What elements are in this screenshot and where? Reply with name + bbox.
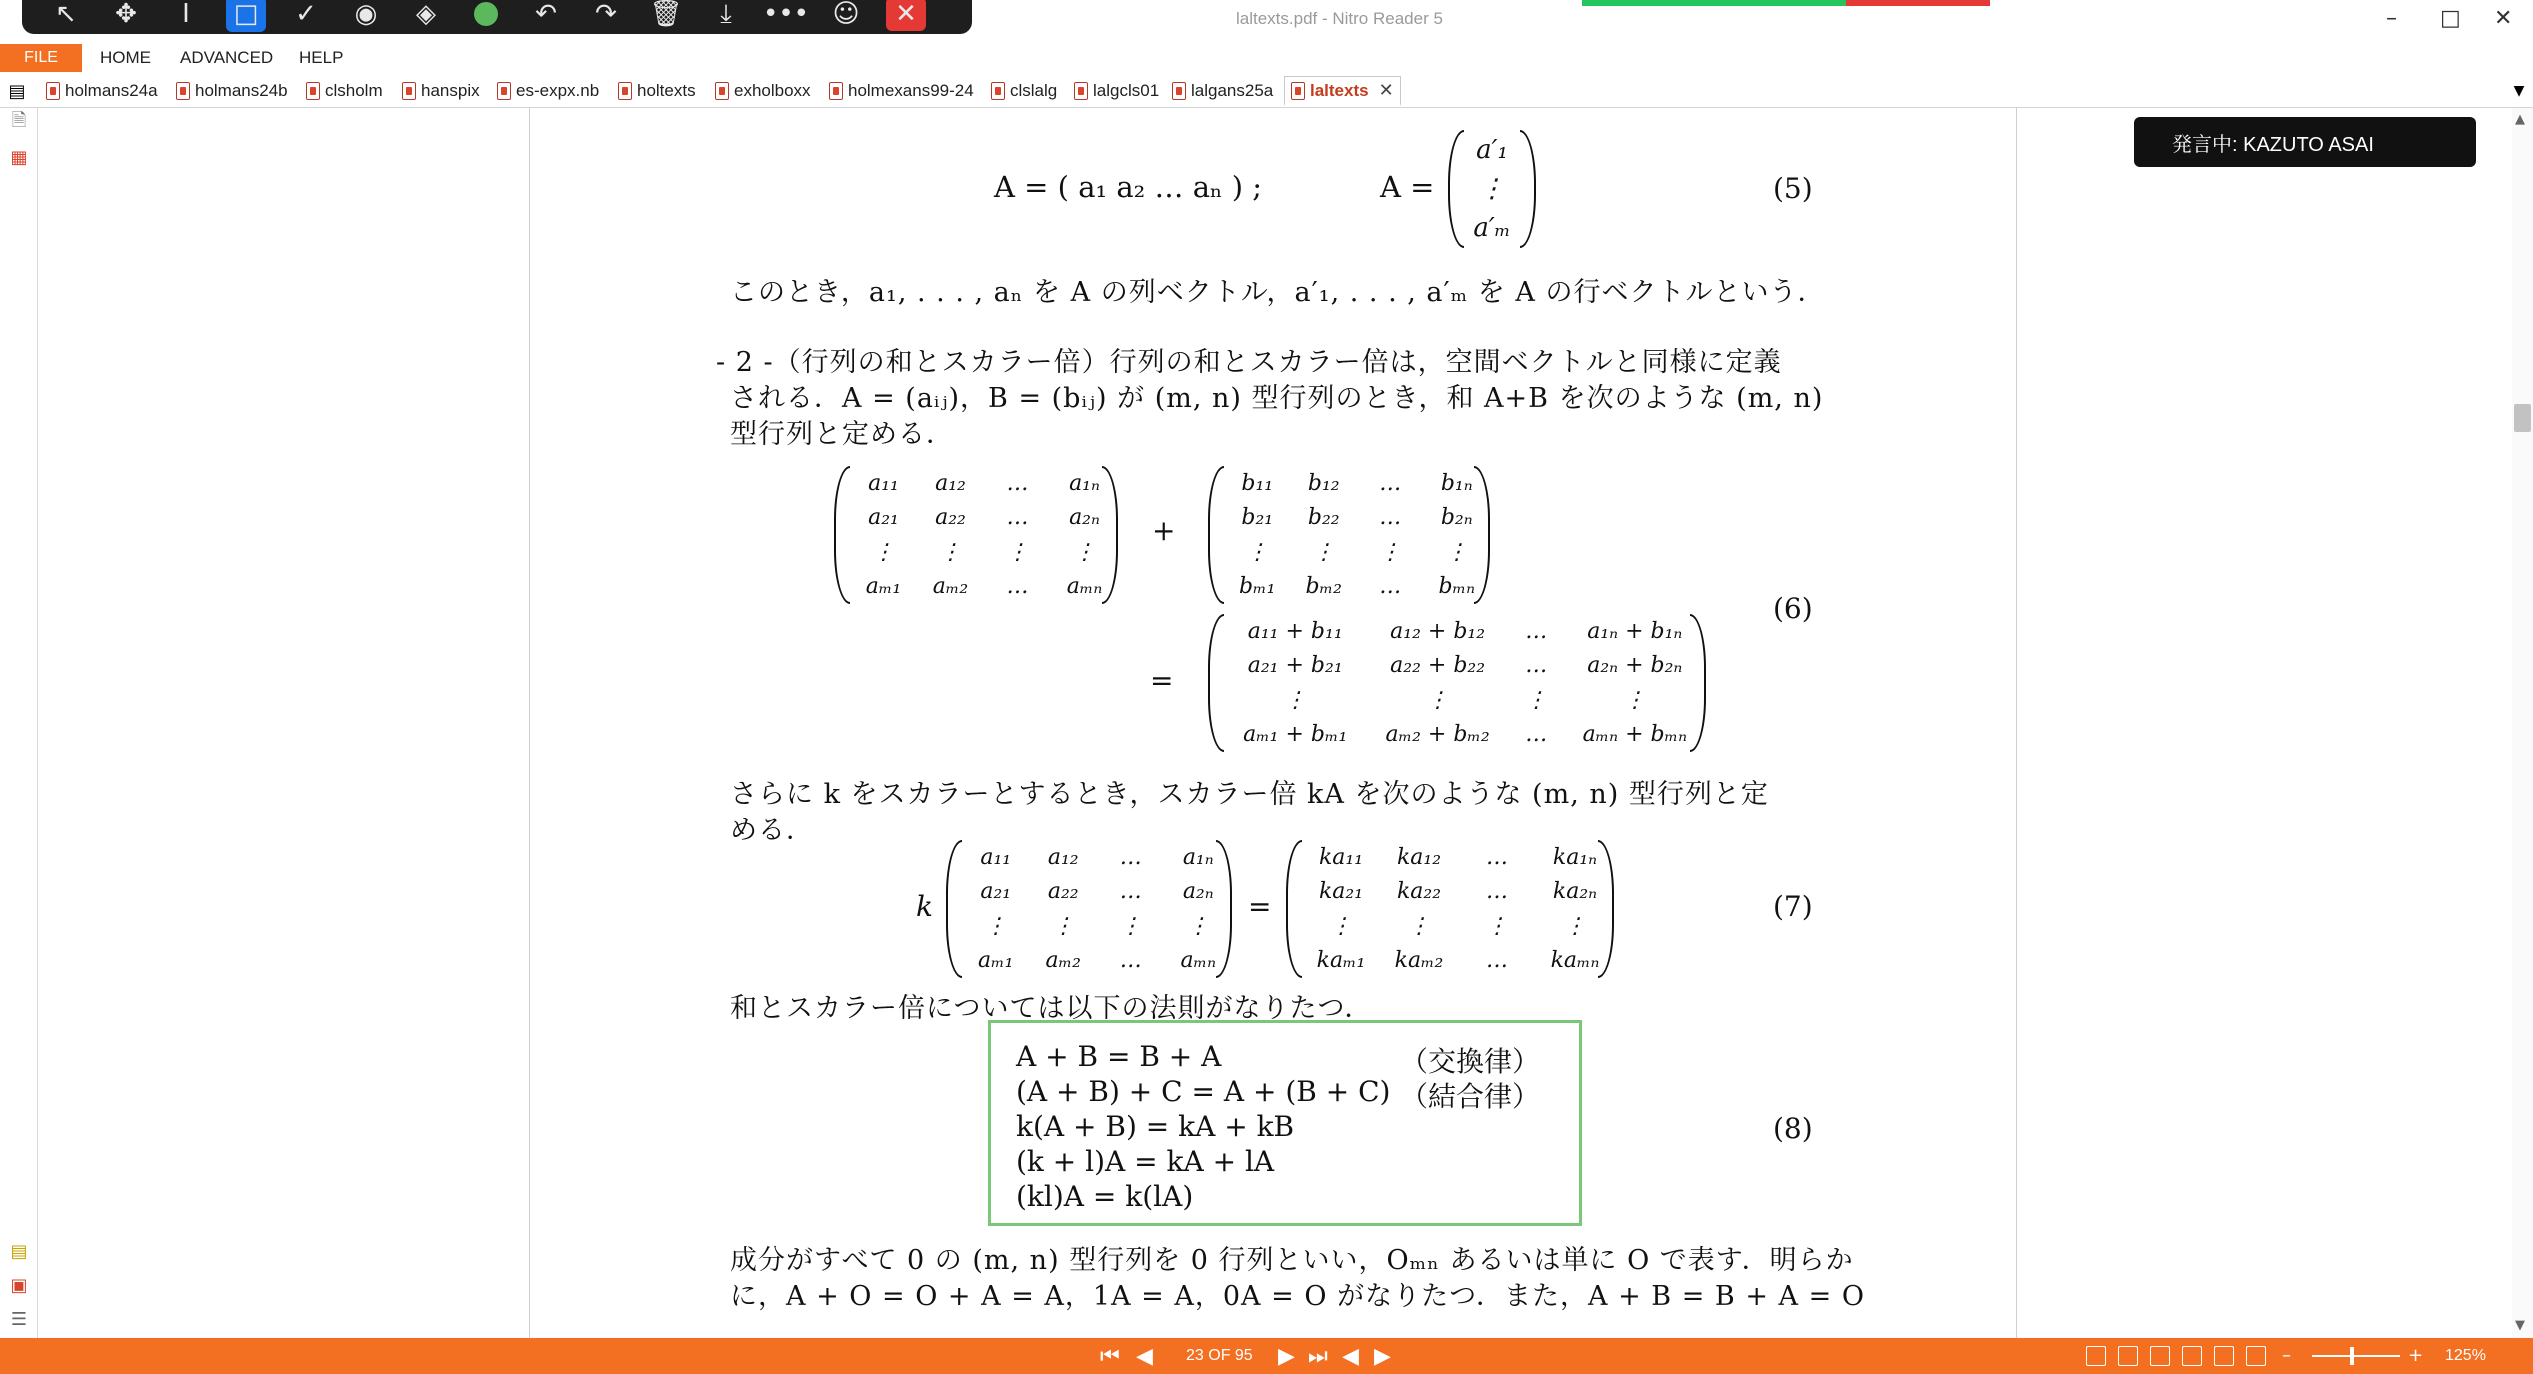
pdf-file-icon: [715, 82, 729, 100]
pdf-file-icon: [176, 82, 190, 100]
fit-page-icon[interactable]: [2214, 1346, 2234, 1366]
zoom-slider-track[interactable]: [2312, 1355, 2400, 1357]
maximize-icon[interactable]: □: [2440, 6, 2461, 31]
pdf-file-icon: [829, 82, 843, 100]
law-name-commutative: （交換律）: [1400, 1045, 1541, 1078]
menu-bar: [0, 44, 2533, 72]
redo-icon[interactable]: ↷: [595, 0, 617, 29]
eq7-number: (7): [1773, 890, 1813, 923]
bookmarks-icon[interactable]: ▦: [10, 146, 28, 168]
eq5-row-vector: A = ( a₁ a₂ … aₙ ) ;: [994, 170, 1263, 204]
eq5-number: (5): [1773, 172, 1813, 205]
text-cursor-icon[interactable]: I: [182, 0, 190, 29]
law-commutative: A + B = B + A: [1016, 1040, 1222, 1073]
eq8-number: (8): [1773, 1112, 1813, 1145]
tab-laltexts[interactable]: laltexts ✕: [1284, 76, 1401, 106]
zero-matrix-line1: 成分がすべて 0 の (m, n) 型行列を 0 行列といい，Oₘₙ あるいは単に O で表す．明らか: [730, 1245, 1854, 1276]
eraser-icon[interactable]: ◈: [416, 0, 436, 29]
scroll-thumb[interactable]: [2514, 404, 2531, 432]
fields-icon[interactable]: ☰: [10, 1308, 28, 1330]
pdf-file-icon: [991, 82, 1005, 100]
previous-view-icon[interactable]: ◀: [1342, 1344, 1359, 1369]
prev-page-icon[interactable]: ◀: [1136, 1344, 1153, 1369]
matB-paren-left: [1208, 466, 1224, 604]
eq5-a-label: A =: [1380, 170, 1435, 204]
tab-close-icon[interactable]: ✕: [1378, 80, 1394, 100]
check-icon[interactable]: ✓: [295, 0, 317, 29]
eq5-column: a′₁ ⋮ a′ₘ: [1473, 134, 1511, 244]
move-icon[interactable]: ✥: [115, 0, 137, 29]
scalar-line1: さらに k をスカラーとするとき，スカラー倍 kA を次のような (m, n) 型行列と定: [730, 779, 1769, 810]
pdf-file-icon: [497, 82, 511, 100]
fit-width-icon[interactable]: [2246, 1346, 2266, 1366]
first-page-icon[interactable]: ⏮: [1100, 1344, 1120, 1369]
pdf-file-icon: [306, 82, 320, 100]
target-icon[interactable]: ◉: [354, 0, 378, 29]
col-row-vectors-text: このとき，a₁, . . . , aₙ を A の列ベクトル，a′₁, . . . , a′ₘ を A の行ベクトルという．: [730, 277, 1826, 308]
scalar-line2: める．: [730, 815, 814, 846]
plus-sign: +: [1152, 514, 1176, 547]
law-scalar-assoc: (kl)A = k(lA): [1016, 1180, 1194, 1213]
tab-clsholm[interactable]: clsholm: [306, 78, 383, 104]
attachments-icon[interactable]: 🗎: [11, 110, 27, 131]
zoom-slider-knob[interactable]: [2350, 1347, 2354, 1365]
matA-paren-left: [834, 466, 850, 604]
matrix-a: a₁₁ a₁₂ … a₁ₙ a₂₁ a₂₂ … a₂ₙ ⋮ ⋮ ⋮ ⋮ aₘ₁ aₘ₂ … aₘₙ: [865, 470, 1103, 600]
tab-hanspix[interactable]: hanspix: [402, 78, 480, 104]
facing-continuous-view-icon[interactable]: [2182, 1346, 2202, 1366]
laws-intro: 和とスカラー倍については以下の法則がなりたつ．: [730, 993, 1373, 1024]
zoom-out-icon[interactable]: –: [2282, 1345, 2291, 1366]
law-distributive-1: k(A + B) = kA + kB: [1016, 1110, 1295, 1143]
tab-holmans24b[interactable]: holmans24b: [176, 78, 288, 104]
matSum-paren-left: [1208, 614, 1224, 752]
menu-advanced[interactable]: ADVANCED: [180, 48, 274, 67]
pdf-file-icon: [618, 82, 632, 100]
trash-icon[interactable]: 🗑: [649, 0, 683, 29]
tab-clslalg[interactable]: clslalg: [991, 78, 1057, 104]
select-arrow-icon[interactable]: ↖: [55, 0, 77, 29]
section2-line2: される．A = (aᵢⱼ)，B = (bᵢⱼ) が (m, n) 型行列のとき，和 A+B を次のような (m, n): [730, 383, 1824, 414]
tab-holtexts[interactable]: holtexts: [618, 78, 696, 104]
matrix-a-scalar: a₁₁ a₁₂ … a₁ₙ a₂₁ a₂₂ … a₂ₙ ⋮ ⋮ ⋮ ⋮ aₘ₁ aₘ₂ … aₘₙ: [978, 844, 1217, 974]
layers-icon[interactable]: ▣: [10, 1274, 28, 1296]
scroll-up-icon[interactable]: ▲: [2515, 112, 2525, 127]
zoom-in-icon[interactable]: +: [2408, 1345, 2424, 1366]
tab-holmexans99-24[interactable]: holmexans99-24: [829, 78, 974, 104]
section2-line1: - 2 -（行列の和とスカラー倍）行列の和とスカラー倍は，空間ベクトルと同様に定義: [716, 347, 1782, 378]
scalar-k: k: [916, 890, 933, 923]
matKA-left-paren-left: [946, 840, 962, 978]
more-icon[interactable]: •••: [762, 0, 809, 29]
eq6-number: (6): [1773, 592, 1813, 625]
tab-es-expx[interactable]: es-expx.nb: [497, 78, 599, 104]
zero-matrix-line2: に，A + O = O + A = A，1A = A，0A = O がなりたつ．また，A + B = B + A = O: [730, 1281, 1865, 1312]
menu-home[interactable]: HOME: [100, 48, 151, 67]
tab-exholboxx[interactable]: exholboxx: [715, 78, 811, 104]
facing-view-icon[interactable]: [2150, 1346, 2170, 1366]
pdf-file-icon: [1074, 82, 1088, 100]
matrix-ka: ka₁₁ ka₁₂ … ka₁ₙ ka₂₁ ka₂₂ … ka₂ₙ ⋮ ⋮ ⋮ ⋮ kaₘ₁ kaₘ₂ … kaₘₙ: [1316, 844, 1600, 974]
section2-line3: 型行列と定める．: [730, 419, 954, 450]
pdf-file-icon: [1172, 82, 1186, 100]
rectangle-icon[interactable]: □: [226, 0, 266, 32]
user-settings-icon[interactable]: ☺: [832, 0, 860, 29]
next-view-icon[interactable]: ▶: [1374, 1344, 1391, 1369]
tab-list-chevron-icon[interactable]: ▼: [2513, 83, 2525, 99]
window-title: laltexts.pdf - Nitro Reader 5: [1236, 9, 1443, 28]
equals-sign-7: =: [1248, 890, 1272, 923]
matKA-paren-left: [1286, 840, 1302, 978]
tab-lalgans25a[interactable]: lalgans25a: [1172, 78, 1273, 104]
single-page-view-icon[interactable]: [2086, 1346, 2106, 1366]
audio-meter-green: [1582, 0, 1846, 6]
file-menu-button[interactable]: FILE: [0, 44, 82, 72]
comments-icon[interactable]: ▤: [10, 1240, 28, 1262]
law-associative: (A + B) + C = A + (B + C): [1016, 1075, 1391, 1108]
window-close-icon[interactable]: ✕: [2494, 6, 2513, 31]
scroll-down-icon[interactable]: ▼: [2515, 1318, 2525, 1333]
minimize-icon[interactable]: –: [2386, 6, 2397, 31]
close-icon[interactable]: ✕: [886, 0, 926, 31]
next-page-icon[interactable]: ▶: [1278, 1344, 1295, 1369]
equals-sign: =: [1150, 664, 1174, 697]
pages-panel-icon[interactable]: ▤: [8, 80, 26, 102]
matrix-sum: a₁₁ + b₁₁ a₁₂ + b₁₂ … a₁ₙ + b₁ₙ a₂₁ + b₂₁ a₂₂ + b₂₂ … a₂ₙ + b₂ₙ ⋮ ⋮ ⋮ ⋮ aₘ₁ + bₘ₁ aₘ₂ + bₘ₂ … aₘₙ + bₘₙ: [1243, 618, 1687, 748]
page-indicator[interactable]: 23 OF 95: [1186, 1347, 1253, 1364]
left-side-panel: [0, 108, 38, 1338]
pdf-file-icon: [1291, 82, 1305, 100]
continuous-view-icon[interactable]: [2118, 1346, 2138, 1366]
pdf-file-icon: [402, 82, 416, 100]
law-distributive-2: (k + l)A = kA + lA: [1016, 1145, 1275, 1178]
undo-icon[interactable]: ↶: [535, 0, 557, 29]
law-name-associative: （結合律）: [1400, 1080, 1541, 1113]
download-icon[interactable]: ⤓: [720, 0, 732, 29]
tab-lalgcls01[interactable]: lalgcls01: [1074, 78, 1159, 104]
tab-holmans24a[interactable]: holmans24a: [46, 78, 158, 104]
matrix-b: b₁₁ b₁₂ … b₁ₙ b₂₁ b₂₂ … b₂ₙ ⋮ ⋮ ⋮ ⋮ bₘ₁ bₘ₂ … bₘₙ: [1239, 470, 1475, 600]
last-page-icon[interactable]: ⏭: [1308, 1344, 1328, 1369]
pdf-file-icon: [46, 82, 60, 100]
zoom-level[interactable]: 125%: [2445, 1347, 2486, 1364]
vertical-scrollbar[interactable]: [2512, 108, 2533, 1338]
speaking-indicator: 発言中: KAZUTO ASAI: [2134, 117, 2476, 167]
audio-meter-red: [1846, 0, 1990, 6]
menu-help[interactable]: HELP: [299, 48, 344, 67]
